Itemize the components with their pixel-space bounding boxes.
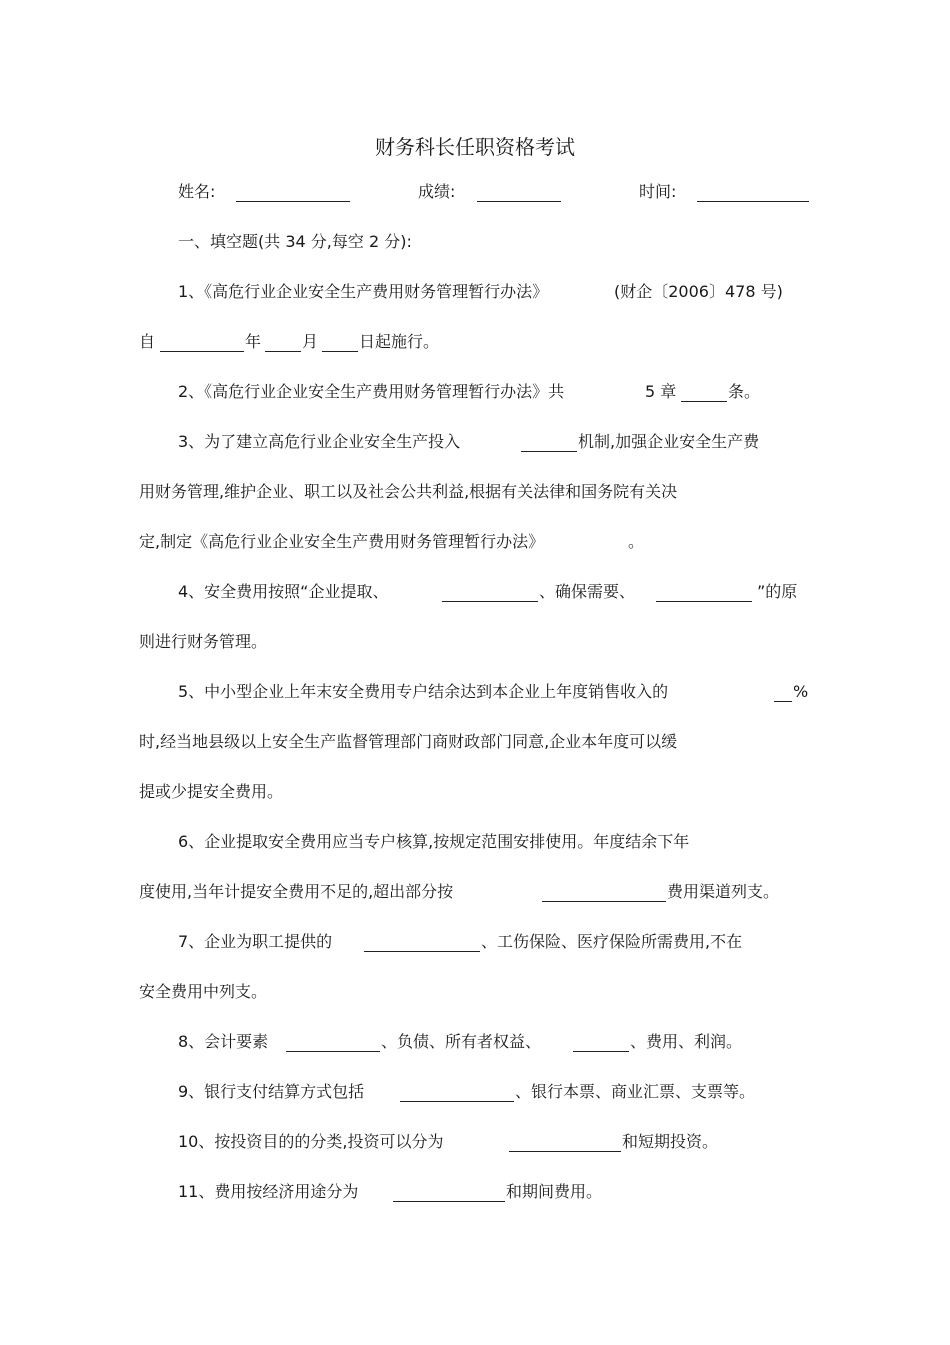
q11-blank[interactable] xyxy=(393,1186,505,1202)
q1-blank-year[interactable] xyxy=(160,336,244,352)
q6-line1: 6、企业提取安全费用应当专户核算,按规定范围安排使用。年度结余下年 xyxy=(178,832,690,851)
score-label: 成绩: xyxy=(418,182,456,201)
q1-blank-month[interactable] xyxy=(265,336,301,352)
q1-year: 年 xyxy=(245,332,262,351)
q2-blank[interactable] xyxy=(681,386,727,402)
q3-line1: 3、为了建立高危行业企业安全生产投入 xyxy=(178,432,461,451)
q7-blank[interactable] xyxy=(364,936,480,952)
q1-from: 自 xyxy=(139,332,156,351)
q3-line3: 定,制定《高危行业企业安全生产费用财务管理暂行办法》 xyxy=(139,532,545,551)
q8-line1: 8、会计要素 xyxy=(178,1032,269,1051)
q4-end: ”的原 xyxy=(757,582,798,601)
q6-blank[interactable] xyxy=(542,886,666,902)
q4-blank-2[interactable] xyxy=(656,586,752,602)
time-blank[interactable] xyxy=(697,186,809,202)
q4-line2: 则进行财务管理。 xyxy=(139,632,268,651)
q1-day: 日起施行。 xyxy=(359,332,440,351)
q10-end: 和短期投资。 xyxy=(622,1132,719,1151)
q3-line1-end: 机制,加强企业安全生产费 xyxy=(578,432,760,451)
q11-line1: 11、费用按经济用途分为 xyxy=(178,1182,359,1201)
q2-line1: 2、《高危行业企业安全生产费用财务管理暂行办法》共 xyxy=(178,382,565,401)
q3-line2: 用财务管理,维护企业、职工以及社会公共利益,根据有关法律和国务院有关决 xyxy=(139,482,678,501)
q9-blank[interactable] xyxy=(400,1086,514,1102)
q4-blank-1[interactable] xyxy=(442,586,538,602)
q5-line3: 提或少提安全费用。 xyxy=(139,782,284,801)
q6-line2-end: 费用渠道列支。 xyxy=(667,882,780,901)
name-label: 姓名: xyxy=(178,182,216,201)
q3-line3-end: 。 xyxy=(628,532,645,551)
section-heading: 一、填空题(共 34 分,每空 2 分): xyxy=(178,232,412,251)
q2-chapters: 5 章 xyxy=(645,382,677,401)
q7-line1-end: 、工伤保险、医疗保险所需费用,不在 xyxy=(481,932,743,951)
exam-title: 财务科长任职资格考试 xyxy=(375,135,575,159)
q1-blank-day[interactable] xyxy=(322,336,358,352)
q8-blank-1[interactable] xyxy=(286,1036,380,1052)
q2-articles: 条。 xyxy=(728,382,761,401)
q10-line1: 10、按投资目的的分类,投资可以分为 xyxy=(178,1132,444,1151)
q1-doc-number: (财企〔2006〕478 号) xyxy=(614,282,783,301)
q7-line2: 安全费用中列支。 xyxy=(139,982,268,1001)
q4-mid: 、确保需要、 xyxy=(539,582,636,601)
q1-line1: 1、《高危行业企业安全生产费用财务管理暂行办法》 xyxy=(178,282,549,301)
q5-blank[interactable] xyxy=(774,686,792,702)
q8-end: 、费用、利润。 xyxy=(630,1032,743,1051)
q11-end: 和期间费用。 xyxy=(506,1182,603,1201)
q5-percent: % xyxy=(793,682,809,701)
q6-line2: 度使用,当年计提安全费用不足的,超出部分按 xyxy=(139,882,454,901)
q10-blank[interactable] xyxy=(509,1136,621,1152)
q7-line1: 7、企业为职工提供的 xyxy=(178,932,333,951)
q9-line1: 9、银行支付结算方式包括 xyxy=(178,1082,365,1101)
q8-mid: 、负债、所有者权益、 xyxy=(381,1032,542,1051)
q4-line1: 4、安全费用按照“企业提取、 xyxy=(178,582,389,601)
q3-blank[interactable] xyxy=(521,436,577,452)
score-blank[interactable] xyxy=(477,186,561,202)
q5-line2: 时,经当地县级以上安全生产监督管理部门商财政部门同意,企业本年度可以缓 xyxy=(139,732,678,751)
q5-line1: 5、中小型企业上年末安全费用专户结余达到本企业上年度销售收入的 xyxy=(178,682,669,701)
q1-month: 月 xyxy=(302,332,319,351)
name-blank[interactable] xyxy=(236,186,350,202)
q9-end: 、银行本票、商业汇票、支票等。 xyxy=(515,1082,756,1101)
time-label: 时间: xyxy=(639,182,677,201)
q8-blank-2[interactable] xyxy=(573,1036,629,1052)
